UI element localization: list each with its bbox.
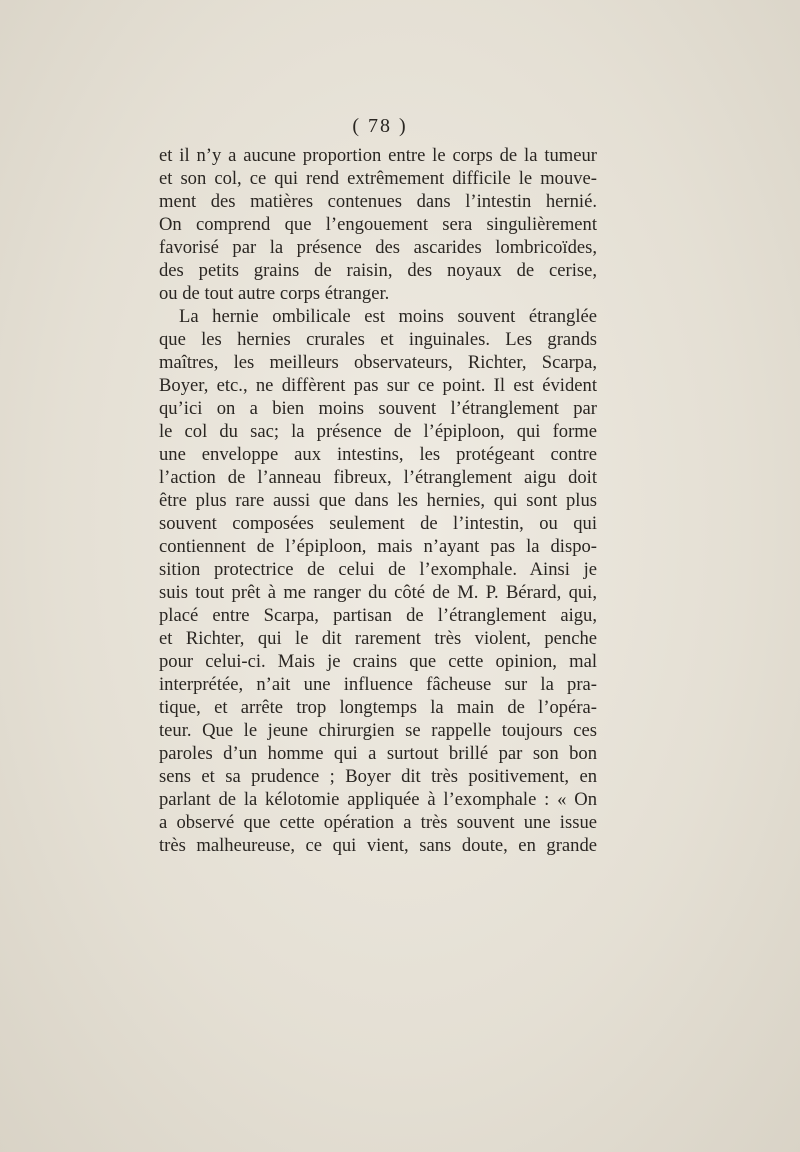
text-line: qu’ici on a bien moins souvent l’étranglement par <box>159 398 597 419</box>
text-line: paroles d’un homme qui a surtout brillé par son bon <box>159 743 597 764</box>
text-line: sens et sa prudence ; Boyer dit très positivement, en <box>159 766 597 787</box>
text-line: interprétée, n’ait une influence fâcheuse sur la pra- <box>159 674 597 695</box>
text-line: et son col, ce qui rend extrêmement difficile le mouve- <box>159 168 597 189</box>
text-line: ment des matières contenues dans l’intestin hernié. <box>159 191 597 212</box>
text-line: On comprend que l’engouement sera singulièrement <box>159 214 597 235</box>
text-line: que les hernies crurales et inguinales. Les grands <box>159 329 597 350</box>
text-line: le col du sac; la présence de l’épiploon, qui forme <box>159 421 597 442</box>
text-line: favorisé par la présence des ascarides lombricoïdes, <box>159 237 597 258</box>
page-number: ( 78 ) <box>352 115 408 137</box>
text-line: Boyer, etc., ne diffèrent pas sur ce point. Il est évident <box>159 375 597 396</box>
text-line: placé entre Scarpa, partisan de l’étranglement aigu, <box>159 605 597 626</box>
text-line: et Richter, qui le dit rarement très violent, penche <box>159 628 597 649</box>
text-line: a observé que cette opération a très souvent une issue <box>159 812 597 833</box>
text-line: être plus rare aussi que dans les hernies, qui sont plus <box>159 490 597 511</box>
text-line: contiennent de l’épiploon, mais n’ayant pas la dispo- <box>159 536 597 557</box>
text-line: des petits grains de raisin, des noyaux de cerise, <box>159 260 597 281</box>
text-line: pour celui-ci. Mais je crains que cette opinion, mal <box>159 651 597 672</box>
text-line: et il n’y a aucune proportion entre le corps de la tumeur <box>159 145 597 166</box>
text-line: maîtres, les meilleurs observateurs, Richter, Scarpa, <box>159 352 597 373</box>
text-line: teur. Que le jeune chirurgien se rappelle toujours ces <box>159 720 597 741</box>
body-text <box>159 144 597 857</box>
text-line: parlant de la kélotomie appliquée à l’exomphale : « On <box>159 789 597 810</box>
text-line: sition protectrice de celui de l’exomphale. Ainsi je <box>159 559 597 580</box>
text-line: La hernie ombilicale est moins souvent étranglée <box>179 306 597 327</box>
text-line: souvent composées seulement de l’intestin, ou qui <box>159 513 597 534</box>
text-line: suis tout prêt à me ranger du côté de M. P. Bérard, qui, <box>159 582 597 603</box>
text-line: tique, et arrête trop longtemps la main de l’opéra- <box>159 697 597 718</box>
text-line: l’action de l’anneau fibreux, l’étranglement aigu doit <box>159 467 597 488</box>
text-line: très malheureuse, ce qui vient, sans doute, en grande <box>159 835 597 856</box>
text-line: ou de tout autre corps étranger. <box>159 283 390 304</box>
text-line: une enveloppe aux intestins, les protégeant contre <box>159 444 597 465</box>
